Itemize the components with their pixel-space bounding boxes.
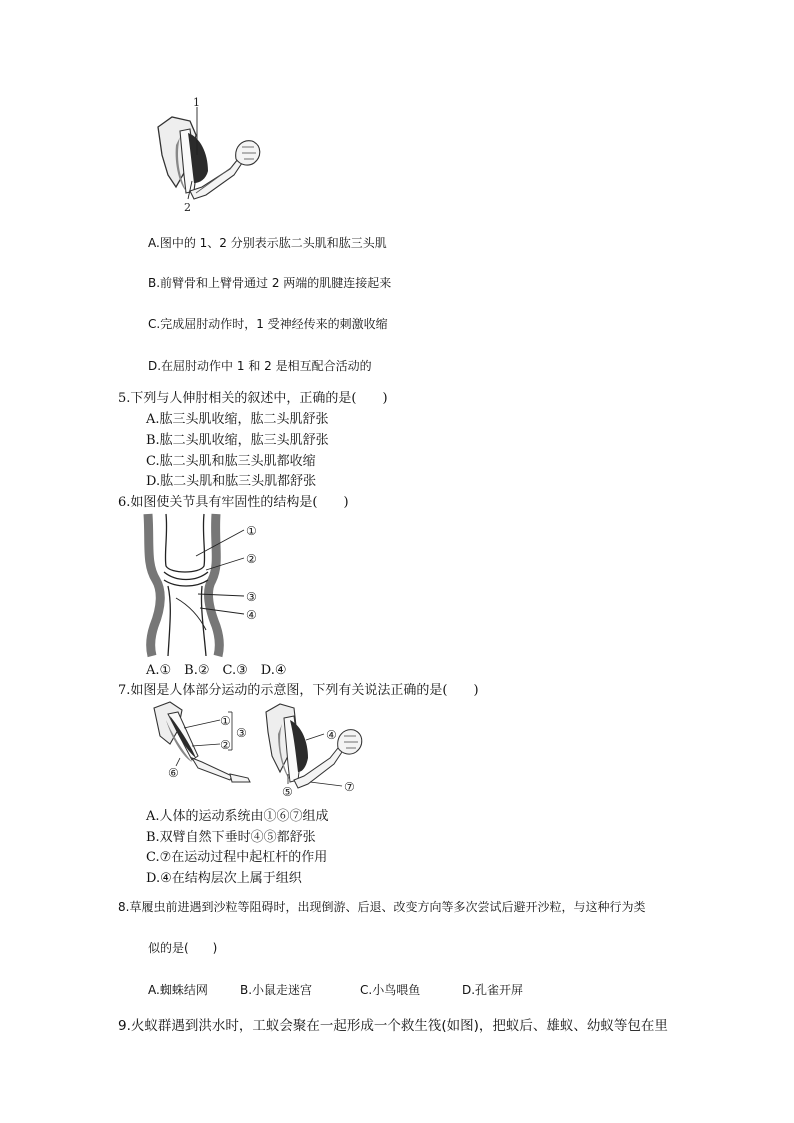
fig1-label-1: 1 [193, 96, 200, 109]
fig1-option-c: C.完成屈肘动作时，1 受神经传来的刺激收缩 [148, 317, 388, 331]
q8-option-d: D.孔雀开屏 [462, 983, 524, 997]
q8-stem-line2: 似的是( ) [148, 941, 218, 955]
q7-label-5: ⑤ [282, 785, 293, 799]
q7-label-7: ⑦ [344, 780, 355, 794]
q8-stem-line1: 8.草履虫前进遇到沙粒等阻碍时，出现倒游、后退、改变方向等多次尝试后避开沙粒，与这种行为类 [118, 900, 646, 914]
q7-label-6: ⑥ [168, 766, 179, 780]
q7-label-3: ③ [236, 726, 247, 740]
q7-label-4: ④ [326, 728, 337, 742]
joint-diagram [140, 514, 270, 656]
arm-extension-diagram [148, 700, 258, 790]
q5-stem: 5.下列与人伸肘相关的叙述中，正确的是( ) [118, 391, 388, 406]
fig1-option-b: B.前臂骨和上臂骨通过 2 两端的肌腱连接起来 [148, 276, 392, 290]
q7-label-1: ① [220, 714, 231, 728]
q7-option-c: C.⑦在运动过程中起杠杆的作用 [146, 850, 328, 865]
q8-option-b: B.小鼠走迷宫 [240, 983, 313, 997]
q8-option-a: A.蜘蛛结网 [148, 983, 208, 997]
q6-options: A.① B.② C.③ D.④ [146, 663, 287, 678]
q5-option-a: A.肱三头肌收缩，肱二头肌舒张 [146, 412, 329, 427]
q6-label-1: ① [246, 524, 257, 538]
fig1-option-d: D.在屈肘动作中 1 和 2 是相互配合活动的 [148, 359, 372, 373]
q6-stem: 6.如图使关节具有牢固性的结构是( ) [118, 495, 349, 510]
arm-flexion-diagram [150, 95, 270, 215]
q7-option-b: B.双臂自然下垂时④⑤都舒张 [146, 830, 316, 845]
q6-label-3: ③ [246, 590, 257, 604]
q5-option-b: B.肱二头肌收缩，肱三头肌舒张 [146, 433, 329, 448]
q7-option-d: D.④在结构层次上属于组织 [146, 871, 302, 886]
q7-stem: 7.如图是人体部分运动的示意图，下列有关说法正确的是( ) [118, 683, 479, 698]
fig1-option-a: A.图中的 1、2 分别表示肱二头肌和肱三头肌 [148, 236, 387, 250]
q7-option-a: A.人体的运动系统由①⑥⑦组成 [146, 809, 329, 824]
q6-label-4: ④ [246, 608, 257, 622]
q6-label-2: ② [246, 552, 257, 566]
q9-stem: 9.火蚁群遇到洪水时，工蚁会聚在一起形成一个救生筏(如图)，把蚁后、雄蚁、幼蚁等包在里 [118, 1018, 668, 1034]
q7-label-2: ② [220, 738, 231, 752]
q5-option-c: C.肱二头肌和肱三头肌都收缩 [146, 454, 316, 469]
fig1-label-2: 2 [184, 201, 191, 214]
q5-option-d: D.肱二头肌和肱三头肌都舒张 [146, 474, 317, 489]
q8-option-c: C.小鸟喂鱼 [360, 983, 421, 997]
arm-flexion-diagram-2 [262, 700, 372, 799]
